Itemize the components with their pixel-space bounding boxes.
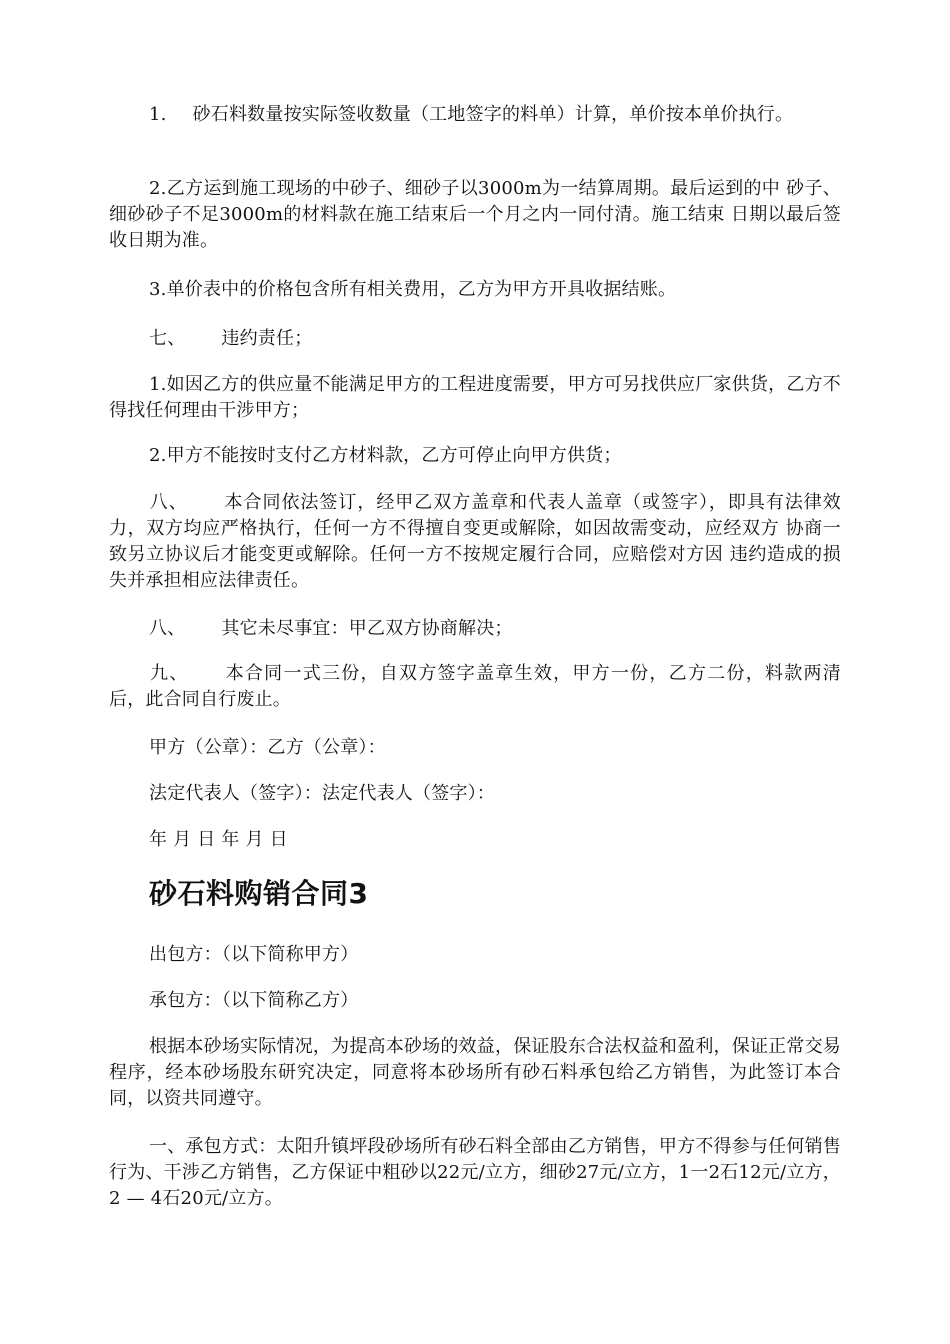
paragraph-supply-shortfall — [109, 372, 841, 424]
party-b-line: 承包方：（以下简称乙方） — [149, 990, 359, 1011]
paragraph-text: 根据本砂场实际情况，为提高本砂场的效益，保证股东合法权益和盈利，保证正常交易程序，经本砂场股东研究决定，同意将本砂场所有砂石料承包给乙方销售，为此签订本合同，以资共同遵守。 — [109, 1036, 841, 1109]
paragraph-payment-default — [109, 443, 841, 469]
paragraph-quantity-pricing — [109, 102, 841, 128]
paragraph-text: 一、承包方式：太阳升镇坪段砂场所有砂石料全部由乙方销售，甲方不得参与任何销售行为、干涉乙方销售，乙方保证中粗砂以22元/立方，细砂27元/立方，1一2石12元/立方，2 — 4石20元/立方。 — [109, 1136, 841, 1209]
paragraph-number: 1. — [149, 104, 167, 125]
paragraph-text: 本合同依法签订，经甲乙双方盖章和代表人盖章（或签字），即具有法律效 力，双方均应严格执行，任何一方不得擅自变更或解除，如因故需变动，应经双方 协商一致另立协议后才能变更或解除。任何一方不按规定履行合同，应赔偿对方因 违约造成的损失并承担相应法律责任。 — [109, 492, 841, 591]
paragraph-contracting-method — [109, 1134, 841, 1212]
paragraph-text: 3.单价表中的价格包含所有相关费用，乙方为甲方开具收据结账。 — [149, 279, 677, 300]
party-a-line: 出包方：（以下简称甲方） — [149, 944, 359, 965]
paragraph-price-includes — [109, 277, 841, 303]
paragraph-settlement-period — [109, 176, 841, 254]
date-line: 年 月 日 年 月 日 — [149, 829, 288, 850]
section-number: 七、 — [149, 328, 186, 349]
paragraph-contract-validity — [109, 490, 841, 594]
seal-line: 甲方（公章）：乙方（公章）： — [149, 737, 386, 758]
contract-title: 砂石料购销合同3 — [149, 877, 369, 910]
paragraph-other-matters — [149, 616, 513, 642]
paragraph-copies — [109, 661, 841, 713]
paragraph-text: 1.如因乙方的供应量不能满足甲方的工程进度需要，甲方可另找供应厂家供货，乙方不得找任何理由干涉甲方； — [109, 374, 841, 421]
paragraph-introduction — [109, 1034, 841, 1112]
section-number: 八、 — [149, 492, 188, 513]
paragraph-text: 砂石料数量按实际签收数量（工地签字的料单）计算，单价按本单价执行。 — [192, 104, 794, 125]
paragraph-text: 本合同一式三份，自双方签字盖章生效，甲方一份，乙方二份，料款两清 后，此合同自行废止。 — [109, 663, 841, 710]
section-title: 违约责任； — [221, 328, 313, 349]
section-heading-breach — [149, 326, 312, 352]
section-number: 九、 — [149, 663, 189, 684]
paragraph-text: 2.乙方运到施工现场的中砂子、细砂子以3000m为一结算周期。最后运到的中 砂子、细砂砂子不足3000m的材料款在施工结束后一个月之内一同付清。施工结束 日期以最后签收日期为准。 — [109, 178, 841, 251]
paragraph-text: 2.甲方不能按时支付乙方材料款，乙方可停止向甲方供货； — [149, 445, 622, 466]
section-number: 八、 — [149, 618, 186, 639]
representative-signature-line: 法定代表人（签字）：法定代表人（签字）： — [149, 783, 495, 804]
paragraph-text: 其它未尽事宜：甲乙双方协商解决； — [221, 618, 513, 639]
